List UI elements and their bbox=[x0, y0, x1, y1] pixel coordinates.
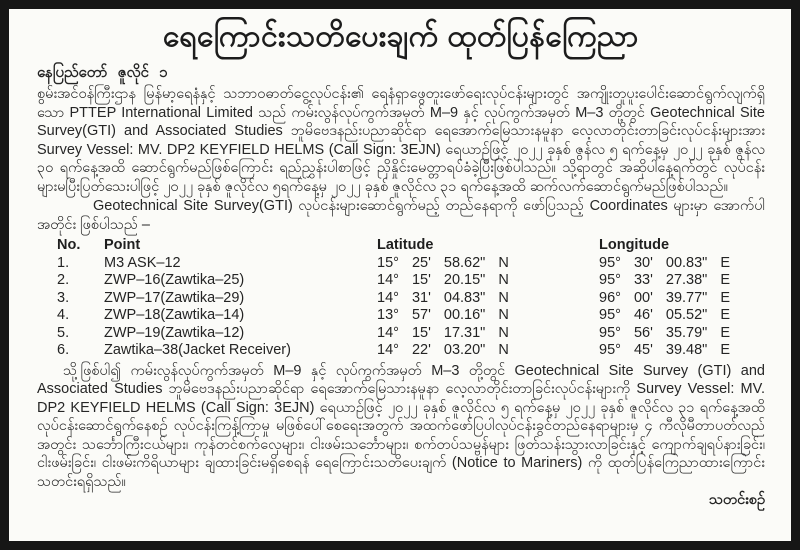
closing-paragraph: သို့ဖြစ်ပါ၍ ကမ်းလွန်လုပ်ကွက်အမှတ် M–9 နှင့် လုပ်ကွက်အမှတ် M–3 တို့တွင် Geotechnical Site Survey (GTI) and Associated Studies ဘူမိဗေဒနည်းပညာဆိုင်ရာ ရေအောက်မြေသားနမူနာ လေ့လာတိုင်းတာခြင်းလုပ်ငန်းများကို Survey Vessel: MV. DP2 KEYFIELD HELMS (Call Sign: 3EJN) ရေယာဉ်ဖြင့် ၂၀၂၂ ခုနှစ် ဇူလိုင်လ ၅ ရက်နေ့မှ ၂၀၂၂ ခုနှစ် ဇူလိုင်လ ၃၁ ရက်နေ့အထိ လုပ်ငန်းဆောင်ရွက်နေစဉ် လုပ်ငန်းကြန့်ကြာမှု မဖြစ်ပေါ်စေရေးအတွက် အထက်ဖော်ပြပါလုပ်ငန်းခွင်တည်နေရာများမှ ၄ ကီလိုမီတာပတ်လည်အတွင်း သင်္ဘောကြီးငယ်များ၊ ကုန်တင်စက်လှေများ၊ ငါးဖမ်းသင်္ဘောများ၊ စက်တပ်သမ္ဗန်များ ဖြတ်သန်းသွားလာခြင်းနှင့် ကျောက်ချရပ်နားခြင်း၊ ငါးဖမ်းခြင်း၊ ငါးဖမ်းကိရိယာများ ချထားခြင်းမရှိစေရန် ရေကြောင်းသတိပေးချက် (Notice to Mariners) ကို ထုတ်ပြန်ကြေညာထားကြောင်း သတင်းရရှိသည်။ bbox=[37, 362, 765, 490]
cell-point: ZWP–18(Zawtika–14) bbox=[104, 307, 245, 323]
cell-no: 3. bbox=[57, 289, 70, 306]
cell-longitude: 96° 00' 39.77" E bbox=[599, 289, 731, 306]
table-header-longitude: Longitude bbox=[599, 237, 670, 253]
cell-latitude: 14° 22' 03.20" N bbox=[377, 342, 509, 358]
cell-point: ZWP–17(Zawtika–29) bbox=[104, 289, 245, 306]
table-header-no: No. bbox=[57, 237, 81, 253]
document-content bbox=[9, 9, 791, 541]
cell-latitude: 14° 15' 20.15" N bbox=[377, 272, 509, 288]
table-row bbox=[57, 255, 765, 273]
cell-point: M3 ASK–12 bbox=[104, 254, 181, 271]
cell-longitude: 95° 30' 00.83" E bbox=[599, 254, 731, 271]
cell-latitude: 14° 31' 04.83" N bbox=[377, 289, 509, 306]
table-row bbox=[57, 272, 765, 290]
table-row bbox=[57, 325, 765, 343]
cell-point: ZWP–16(Zawtika–25) bbox=[104, 272, 245, 288]
cell-no: 2. bbox=[57, 272, 70, 288]
table-header-point: Point bbox=[104, 237, 141, 253]
table-row bbox=[57, 342, 765, 360]
intro-paragraph: စွမ်းအင်ဝန်ကြီးဌာန မြန်မာ့ရေနံနှင့် သဘာဝဓာတ်ငွေ့လုပ်ငန်း၏ ရေနံရှာဖွေတူးဖော်ရေးလုပ်ငန်းများတွင် အကျိုးတူပူးပေါင်းဆောင်ရွက်လျက်ရှိသော PTTEP International Limited သည် ကမ်းလွန်လုပ်ကွက်အမှတ် M–9 နှင့် လုပ်ကွက်အမှတ် M–3 တို့တွင် Geotechnical Site Survey(GTI) and Associated Studies ဘူမိဗေဒနည်းပညာဆိုင်ရာ ရေအောက်မြေသားနမူနာ လေ့လာတိုင်းတာခြင်းလုပ်ငန်းများအား Survey Vessel: MV. DP2 KEYFIELD HELMS (Call Sign: 3EJN) ရေယာဉ်ဖြင့် ၂၀၂၂ ခုနှစ် ဇွန်လ ၅ ရက်နေ့မှ ၂၀၂၂ ခုနှစ် ဇွန်လ ၃၀ ရက်နေ့အထိ ဆောင်ရွက်မည်ဖြစ်ကြောင်း ရည်ညွှန်းပါစာဖြင့် ညှိနှိုင်းမေတ္တာရပ်ခံခဲ့ပြီးဖြစ်ပါသည်။ သို့ရာတွင် အဆိုပါနေ့ရက်တွင် လုပ်ငန်းများမပြီးပြတ်သေးပါဖြင့် ၂၀၂၂ ခုနှစ် ဇူလိုင်လ ၅ရက်နေ့မှ ၂၀၂၂ ခုနှစ် ဇူလိုင်လ ၃၁ ရက်နေ့အထိ ဆက်လက်ဆောင်ရွက်မည်ဖြစ်ပါသည်။ bbox=[37, 86, 765, 195]
cell-no: 6. bbox=[57, 342, 70, 358]
cell-point: ZWP–19(Zawtika–12) bbox=[104, 324, 245, 341]
cell-latitude: 15° 25' 58.62" N bbox=[377, 254, 509, 271]
cell-longitude: 95° 46' 05.52" E bbox=[599, 307, 731, 323]
cell-latitude: 13° 57' 00.16" N bbox=[377, 307, 509, 323]
cell-no: 4. bbox=[57, 307, 70, 323]
cell-longitude: 95° 33' 27.38" E bbox=[599, 272, 731, 288]
cell-longitude: 95° 45' 39.48" E bbox=[599, 342, 731, 358]
table-header-row bbox=[57, 237, 765, 255]
table-header-latitude: Latitude bbox=[377, 237, 434, 253]
cell-longitude: 95° 56' 35.79" E bbox=[599, 324, 731, 341]
coordinates-table bbox=[37, 237, 765, 360]
dateline: နေပြည်တော် ဇူလိုင် ၁ bbox=[37, 64, 168, 81]
cell-no: 1. bbox=[57, 254, 70, 271]
byline: သတင်းစဉ် bbox=[708, 492, 765, 508]
coordinates-intro-paragraph: Geotechnical Site Survey(GTI) လုပ်ငန်းများဆောင်ရွက်မည့် တည်နေရာကို ဖော်ပြသည့် Coordinates များမှာ အောက်ပါအတိုင်း ဖြစ်ပါသည် – bbox=[37, 198, 765, 233]
cell-point: Zawtika–38(Jacket Receiver) bbox=[104, 342, 291, 358]
cell-no: 5. bbox=[57, 324, 70, 341]
table-row bbox=[57, 290, 765, 308]
table-row bbox=[57, 307, 765, 325]
cell-latitude: 14° 15' 17.31" N bbox=[377, 324, 509, 341]
notice-title: ရေကြောင်းသတိပေးချက် ထုတ်ပြန်ကြေညာ bbox=[163, 20, 639, 53]
